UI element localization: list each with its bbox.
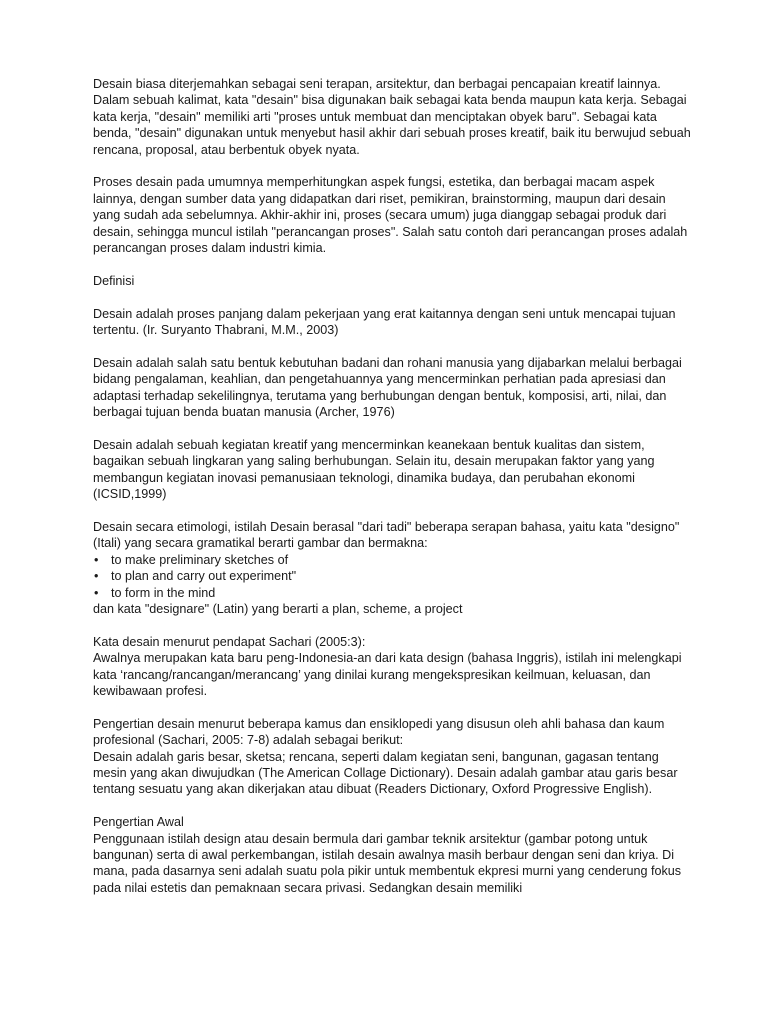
bullet-text: to form in the mind — [111, 585, 216, 600]
pengertian-body-paragraph: Desain adalah garis besar, sketsa; rencana, seperti dalam kegiatan seni, bangunan, gagasan tentang mesin yang akan diwujudkan (The American Collage Dictionary). Desain adalah gambar atau garis besar tentang sesuatu yang akan dikerjakan atau dibuat (Readers Dictionary, Oxford Progressive English). — [93, 749, 678, 797]
paragraph-spacer — [93, 798, 693, 814]
bullet-text: to plan and carry out experiment" — [111, 569, 297, 584]
intro-paragraph: Desain biasa diterjemahkan sebagai seni terapan, arsitektur, dan berbagai pencapaian kreatif lainnya. Dalam sebuah kalimat, kata "desain" bisa digunakan baik sebagai kata benda maupun kata kerja. Sebagai kata kerja, "desain" memiliki arti "proses untuk membuat dan menciptakan obyek baru". Sebagai kata benda, "desain" digunakan untuk menyebut hasil akhir dari sebuah proses kreatif, baik itu berwujud sebuah rencana, proposal, atau berbentuk obyek nyata. — [93, 77, 691, 157]
bullet-icon: • — [94, 552, 99, 567]
bullet-item — [93, 568, 693, 584]
definition-paragraph-3: Desain adalah sebuah kegiatan kreatif yang mencerminkan keanekaan bentuk kualitas dan sistem, bagaikan sebuah lingkaran yang saling berhubungan. Selain itu, desain merupakan faktor yang yang membangun kegiatan inovasi pemanusiaan teknologi, dinamika budaya, dan perubahan ekonomi (ICSID,1999) — [93, 437, 655, 502]
designare-paragraph: dan kata "designare" (Latin) yang berarti a plan, scheme, a project — [93, 601, 463, 616]
pengertian-intro-paragraph: Pengertian desain menurut beberapa kamus dan ensiklopedi yang disusun oleh ahli bahasa dan kaum profesional (Sachari, 2005: 7-8) adalah sebagai berikut: — [93, 716, 665, 748]
bullet-icon: • — [94, 569, 99, 584]
paragraph-spacer — [93, 617, 693, 633]
bullet-text: to make preliminary sketches of — [111, 552, 289, 567]
pengertian-awal-heading: Pengertian Awal — [93, 815, 184, 830]
paragraph-spacer — [93, 502, 693, 518]
definisi-heading: Definisi — [93, 273, 135, 288]
sachari-heading: Kata desain menurut pendapat Sachari (2005:3): — [93, 634, 366, 649]
paragraph-spacer — [93, 256, 693, 272]
bullet-item — [93, 552, 693, 568]
paragraph-spacer — [93, 338, 693, 354]
paragraph-spacer — [93, 420, 693, 436]
paragraph-spacer — [93, 158, 693, 174]
proses-paragraph: Proses desain pada umumnya memperhitungkan aspek fungsi, estetika, dan berbagai macam aspek lainnya, dengan sumber data yang didapatkan dari riset, pemikiran, brainstorming, maupun dari desain yang sudah ada sebelumnya. Akhir-akhir ini, proses (secara umum) juga dianggap sebagai produk dari desain, sehingga muncul istilah "perancangan proses". Salah satu contoh dari perancangan proses adalah perancangan proses dalam industri kimia. — [93, 175, 688, 256]
definition-paragraph-2: Desain adalah salah satu bentuk kebutuhan badani dan rohani manusia yang dijabarkan melalui berbagai bidang pengalaman, keahlian, dan pengetahuannya yang mencerminkan perhatian pada apresiasi dan adaptasi terhadap sekelilingnya, terutama yang berhubungan dengan bentuk, komposisi, arti, nilai, dan berbagai tujuan benda buatan manusia (Archer, 1976) — [93, 355, 682, 420]
document-page — [93, 76, 693, 896]
sachari-paragraph: Awalnya merupakan kata baru peng-Indonesia-an dari kata design (bahasa Inggris), istilah ini melengkapi kata ‘rancang/rancangan/merancang’ yang dinilai kurang mengekspresikan keilmuan, keluasan, dan kewibawaan profesi. — [93, 651, 682, 698]
pengertian-awal-paragraph: Penggunaan istilah design atau desain bermula dari gambar teknik arsitektur (gambar potong untuk bangunan) serta di awal perkembangan, istilah desain awalnya masih berbaur dengan seni dan kriya. Di mana, pada dasarnya seni adalah suatu pola pikir untuk membentuk ekpresi murni yang cenderung fokus pada nilai estetis dan pemaknaan secara privasi. Sedangkan desain memiliki — [93, 831, 682, 895]
definition-paragraph-1: Desain adalah proses panjang dalam pekerjaan yang erat kaitannya dengan seni untuk mencapai tujuan tertentu. (Ir. Suryanto Thabrani, M.M., 2003) — [93, 306, 676, 338]
etimologi-paragraph: Desain secara etimologi, istilah Desain berasal "dari tadi" beberapa serapan bahasa, yaitu kata "designo" (Itali) yang secara gramatikal berarti gambar dan bermakna: — [93, 519, 680, 551]
paragraph-spacer — [93, 699, 693, 715]
bullet-item — [93, 585, 693, 601]
paragraph-spacer — [93, 289, 693, 305]
bullet-icon: • — [94, 585, 99, 600]
meaning-bullet-list — [93, 552, 693, 601]
